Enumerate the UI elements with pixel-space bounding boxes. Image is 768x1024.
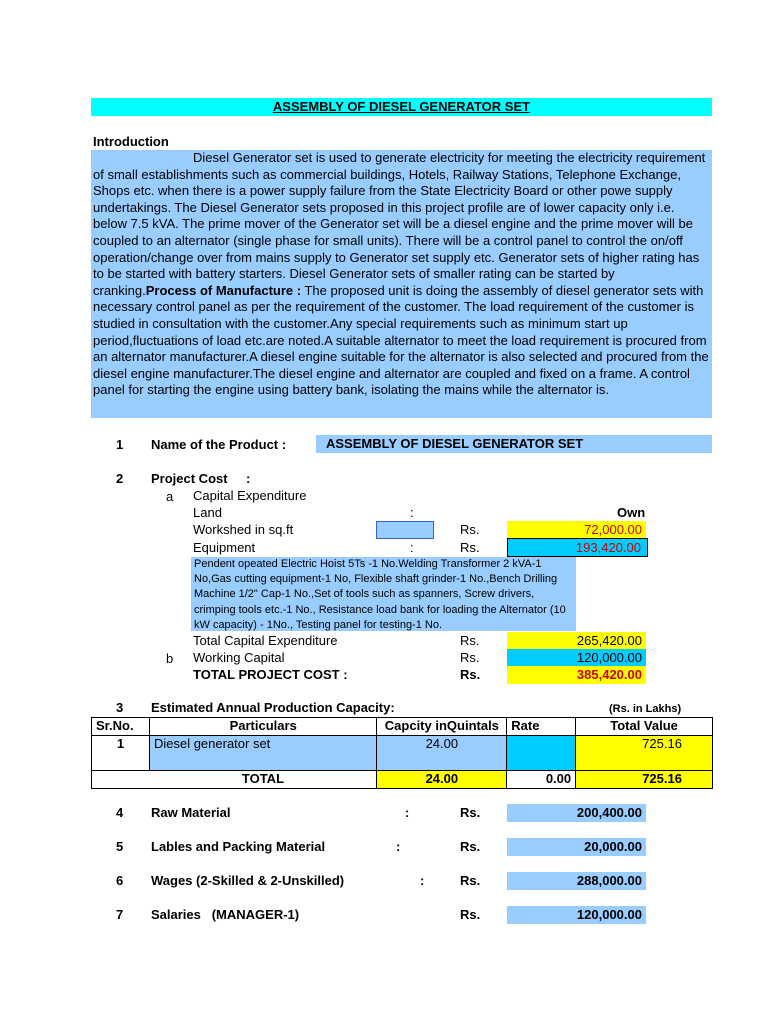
item1-label: Name of the Product : — [151, 437, 287, 452]
total-capex-rs: Rs. — [460, 633, 480, 648]
item7-rs: Rs. — [460, 907, 481, 922]
item3-label: Estimated Annual Production Capacity: — [151, 700, 395, 715]
workshed-area-box — [376, 521, 434, 539]
item5-value: 20,000.00 — [584, 839, 642, 854]
equipment-value: 193,420.00 — [575, 540, 641, 555]
row-particular: Diesel generator set — [149, 736, 377, 771]
total-row-capacity: 24.00 — [377, 771, 507, 789]
total-row-rate: 0.00 — [507, 771, 576, 789]
item6-value: 288,000.00 — [576, 873, 642, 888]
total-row-blank — [92, 771, 150, 789]
total-capex-label: Total Capital Expenditure — [193, 633, 338, 648]
header-rate: Rate — [507, 718, 576, 736]
item6-number: 6 — [116, 873, 124, 888]
header-particulars: Particulars — [149, 718, 377, 736]
item5-value-box — [507, 838, 646, 856]
header-capacity: Capcity inQuintals — [377, 718, 507, 736]
capital-expenditure-label: Capital Expenditure — [193, 488, 307, 503]
table-row — [92, 736, 713, 771]
item4-colon: : — [405, 805, 410, 820]
intro-body-post: The proposed unit is doing the assembly of diesel generator sets with necessary control panel as per the requirement of the customer. The load requirement of the customer is studied in consultation with the customer.Any special requirements such as minimum start up period,fluctuations of load etc.are noted.A suitable alternator to meet the load requirement is procured from an alternator manufacturer.A diesel engine suitable for the alternator is also selected and procured from the diesel engine manufacturer.The diesel engine and alternator are coupled and fixed on a frame. A control panel for starting the engine using battery bank, isolating the mains while the alternator is. — [93, 282, 709, 398]
total-project-cost-label: TOTAL PROJECT COST : — [193, 667, 348, 682]
header-total-value: Total Value — [576, 718, 713, 736]
workshed-value-box — [507, 521, 646, 539]
intro-paragraph — [93, 150, 710, 399]
total-row-total: 725.16 — [576, 771, 713, 789]
row-total: 725.16 — [576, 736, 713, 771]
item2-colon: : — [246, 471, 251, 486]
working-capital-value: 120,000.00 — [576, 650, 642, 665]
item1-number: 1 — [116, 437, 124, 452]
item2-number: 2 — [116, 471, 124, 486]
equipment-value-box — [507, 538, 648, 557]
item4-label: Raw Material — [151, 805, 231, 820]
item4-rs: Rs. — [460, 805, 481, 820]
item4-value-box — [507, 804, 646, 822]
intro-body-pre: Diesel Generator set is used to generate electricity for meeting the electricity requirement of small establishments such as commercial buildings, Hotels, Railway Stations, Telephone Exchange, Shops etc. when there is a power supply failure from the State Electricity Board or other powe supply undertakings. The Diesel Generator sets proposed in this project profile are of lower capacity only i.e. below 7.5 kVA. The prime mover of the Generator set will be a diesel engine and the prime mover will be coupled to an alternator (single phase for small units). There will be a control panel to control the on/off operation/change over from mains supply to Generator set supply etc. Generator sets of higher rating has to be started with battery starters. Diesel Generator sets of smaller rating can be started by cranking. — [93, 150, 706, 298]
item6-label: Wages (2-Skilled & 2-Unskilled) — [151, 873, 345, 888]
working-capital-rs: Rs. — [460, 650, 480, 665]
workshed-label: Workshed in sq.ft — [193, 522, 294, 537]
total-project-cost-value: 385,420.00 — [576, 667, 642, 682]
item7-label: Salaries (MANAGER-1) — [151, 907, 300, 922]
row-srno: 1 — [92, 736, 150, 771]
item7-value-box — [507, 906, 646, 924]
total-project-cost-box — [507, 666, 646, 684]
row-rate — [507, 736, 576, 771]
production-table — [91, 717, 713, 789]
item4-value: 200,400.00 — [576, 805, 642, 820]
total-row-label: TOTAL — [149, 771, 377, 789]
item5-number: 5 — [116, 839, 124, 854]
total-project-cost-rs: Rs. — [460, 667, 481, 682]
item7-number: 7 — [116, 907, 124, 922]
header-srno: Sr.No. — [92, 718, 150, 736]
process-heading: Process of Manufacture : — [145, 282, 302, 298]
item6-colon: : — [420, 873, 425, 888]
item6-value-box — [507, 872, 646, 890]
item5-label: Lables and Packing Material — [151, 839, 326, 854]
workshed-value: 72,000.00 — [584, 522, 642, 537]
item3-unit: (Rs. in Lakhs) — [609, 703, 682, 715]
total-capex-box — [507, 632, 646, 650]
item2-b: b — [166, 651, 174, 666]
working-capital-label: Working Capital — [193, 650, 285, 665]
intro-heading: Introduction — [93, 134, 169, 149]
product-name: ASSEMBLY OF DIESEL GENERATOR SET — [326, 436, 584, 451]
equipment-label: Equipment — [193, 540, 256, 555]
table-total-row — [92, 771, 713, 789]
working-capital-box — [507, 649, 646, 667]
land-colon: : — [410, 505, 414, 520]
product-name-box — [316, 435, 712, 453]
item3-number: 3 — [116, 700, 124, 715]
item4-number: 4 — [116, 805, 124, 820]
item7-value: 120,000.00 — [576, 907, 642, 922]
item2-label: Project Cost — [151, 471, 228, 486]
document-title: ASSEMBLY OF DIESEL GENERATOR SET — [272, 99, 531, 114]
item2-a: a — [166, 489, 174, 504]
item5-rs: Rs. — [460, 839, 481, 854]
land-label: Land — [193, 505, 222, 520]
equipment-colon: : — [410, 540, 414, 555]
item5-colon: : — [396, 839, 401, 854]
table-header-row — [92, 718, 713, 736]
land-value: Own — [617, 505, 646, 520]
row-capacity: 24.00 — [377, 736, 507, 771]
equipment-rs: Rs. — [460, 540, 480, 555]
title-bar — [91, 98, 712, 116]
workshed-rs: Rs. — [460, 522, 480, 537]
equipment-detail: Pendent opeated Electric Hoist 5Ts -1 No.Welding Transformer 2 kVA-1 No,Gas cutting equipment-1 No, Flexible shaft grinder-1 No.,Bench Drilling Machine 1/2" Cap-1 No.,Set of tools such as spanners, Screw drivers, crimping tools etc.-1 No., Resistance load bank for loading the Alternator (10 kW capacity) - 1No., Testing panel for testing-1 No. — [191, 557, 576, 631]
total-capex-value: 265,420.00 — [576, 633, 642, 648]
item6-rs: Rs. — [460, 873, 481, 888]
